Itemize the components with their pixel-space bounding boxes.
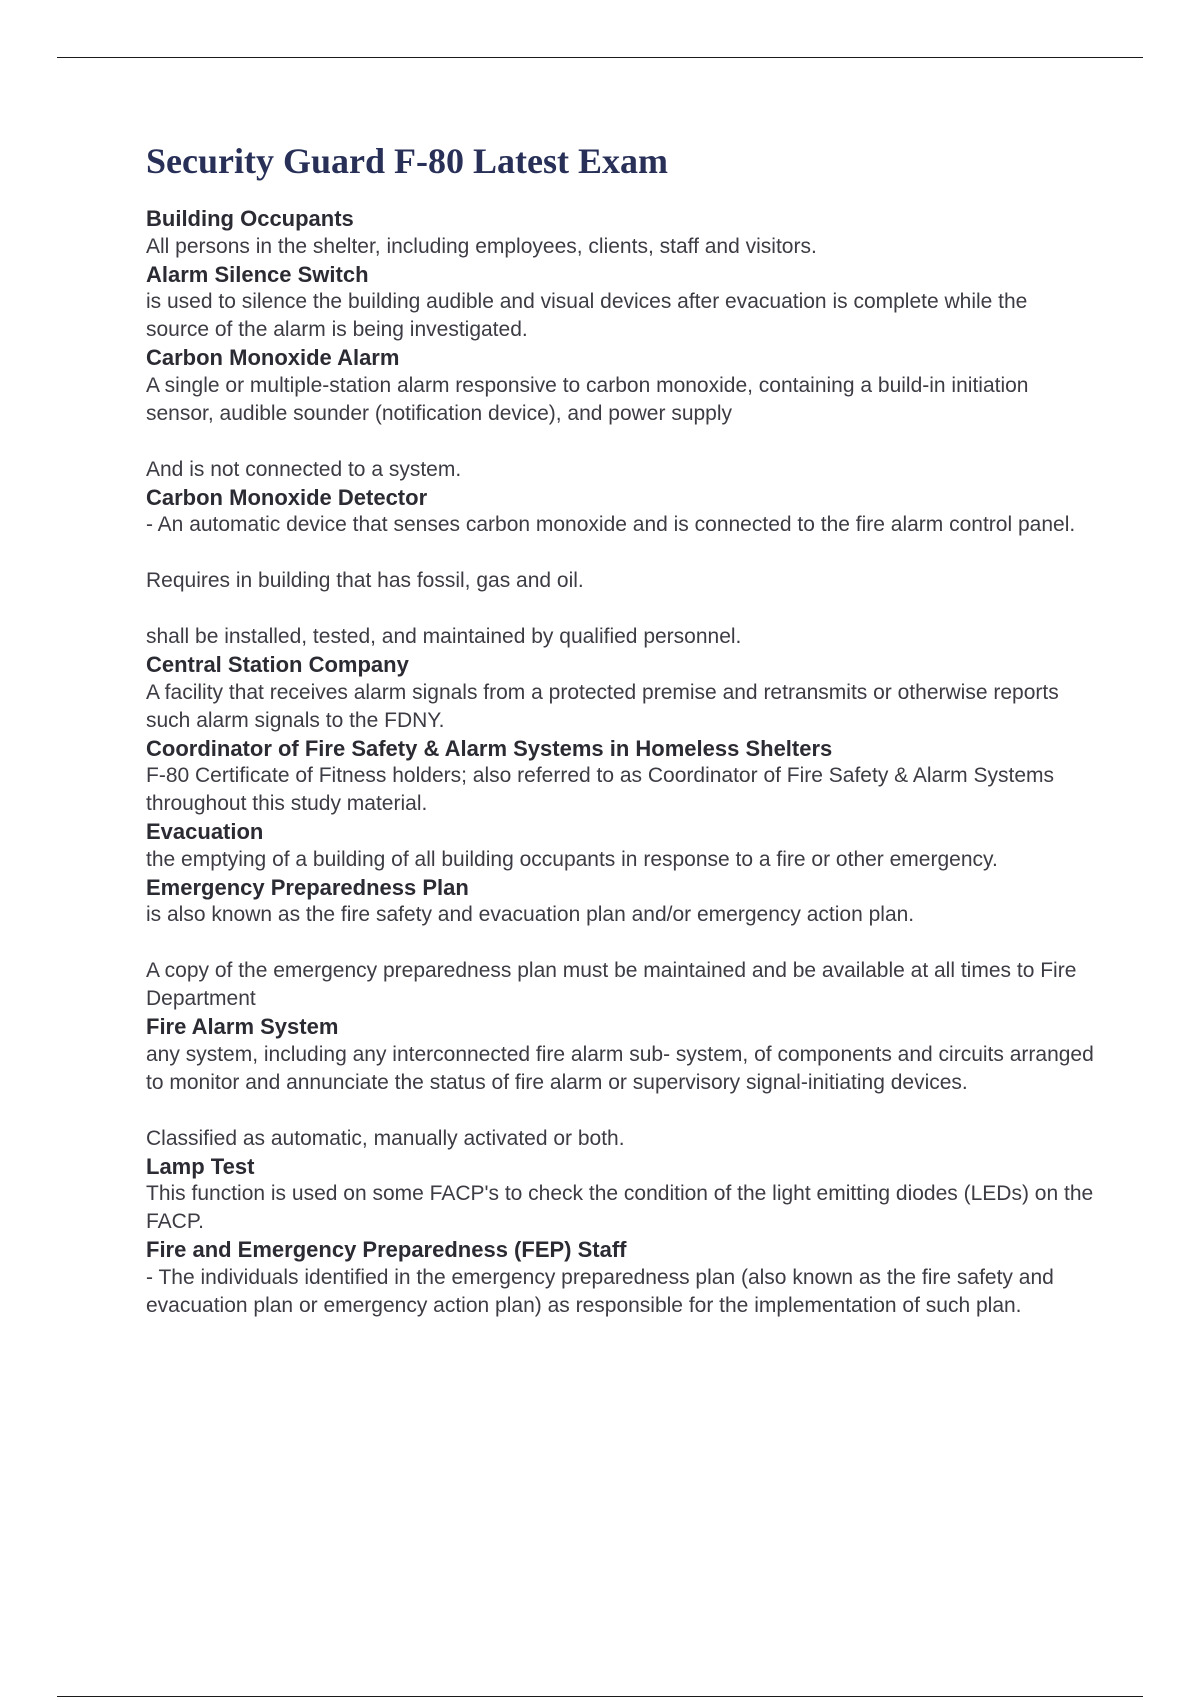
definition: the emptying of a building of all building occupants in response to a fire or other emergency. (146, 847, 998, 871)
paragraph-gap (146, 929, 1096, 957)
term-lamp-test: Lamp Test (146, 1153, 255, 1179)
definition: any system, including any interconnected fire alarm sub- system, of components and circuits arranged to monitor and annunciate the status of fire alarm or supervisory signal-initiating devices. (146, 1042, 1094, 1094)
term-fep-staff: Fire and Emergency Preparedness (FEP) Staff (146, 1237, 627, 1263)
glossary-entry (146, 344, 1096, 484)
footer-rule (57, 1696, 1143, 1697)
definition: A copy of the emergency preparedness plan must be maintained and be available at all times to Fire Department (146, 959, 1077, 1011)
definition: Classified as automatic, manually activated or both. (146, 1126, 625, 1150)
definition: A single or multiple-station alarm responsive to carbon monoxide, containing a build-in initiation sensor, audible sounder (notification device), and power supply (146, 373, 1029, 425)
glossary-entry (146, 874, 1096, 1014)
glossary-entry (146, 651, 1096, 735)
term-central-station-company: Central Station Company (146, 652, 409, 678)
glossary-entry (146, 1013, 1096, 1153)
term-carbon-monoxide-detector: Carbon Monoxide Detector (146, 484, 428, 510)
term-fire-alarm-system: Fire Alarm System (146, 1014, 339, 1040)
definition: is also known as the fire safety and evacuation plan and/or emergency action plan. (146, 903, 915, 927)
definition: - An automatic device that senses carbon monoxide and is connected to the fire alarm control panel. (146, 513, 1076, 537)
definition: All persons in the shelter, including employees, clients, staff and visitors. (146, 234, 817, 258)
glossary-entry (146, 1153, 1096, 1237)
glossary-entry (146, 818, 1096, 874)
definition: And is not connected to a system. (146, 457, 462, 481)
definition: Requires in building that has fossil, gas and oil. (146, 569, 584, 593)
term-evacuation: Evacuation (146, 819, 264, 845)
term-coordinator-of-fire-safety: Coordinator of Fire Safety & Alarm Systems in Homeless Shelters (146, 735, 833, 761)
definition: F-80 Certificate of Fitness holders; also referred to as Coordinator of Fire Safety & Alarm Systems throughout this study material. (146, 764, 1055, 816)
page-content (146, 140, 1096, 1320)
document-title: Security Guard F-80 Latest Exam (146, 141, 668, 181)
glossary-entry (146, 484, 1096, 652)
paragraph-gap (146, 428, 1096, 456)
paragraph-gap (146, 1097, 1096, 1125)
paragraph-gap (146, 595, 1096, 623)
glossary-entry (146, 205, 1096, 261)
definition: - The individuals identified in the emergency preparedness plan (also known as the fire safety and evacuation plan or emergency action plan) as responsible for the implementation of such plan. (146, 1265, 1054, 1317)
glossary-entry (146, 1236, 1096, 1320)
glossary-entry (146, 261, 1096, 345)
term-building-occupants: Building Occupants (146, 206, 354, 232)
definition: This function is used on some FACP's to check the condition of the light emitting diodes (LEDs) on the FACP. (146, 1182, 1094, 1234)
definition: A facility that receives alarm signals from a protected premise and retransmits or otherwise reports such alarm signals to the FDNY. (146, 680, 1059, 732)
definition: is used to silence the building audible and visual devices after evacuation is complete while the source of the alarm is being investigated. (146, 290, 1028, 342)
term-carbon-monoxide-alarm: Carbon Monoxide Alarm (146, 345, 400, 371)
header-rule (57, 57, 1143, 58)
glossary-entry (146, 735, 1096, 819)
term-emergency-preparedness-plan: Emergency Preparedness Plan (146, 874, 469, 900)
paragraph-gap (146, 539, 1096, 567)
term-alarm-silence-switch: Alarm Silence Switch (146, 261, 369, 287)
definition: shall be installed, tested, and maintained by qualified personnel. (146, 625, 742, 649)
